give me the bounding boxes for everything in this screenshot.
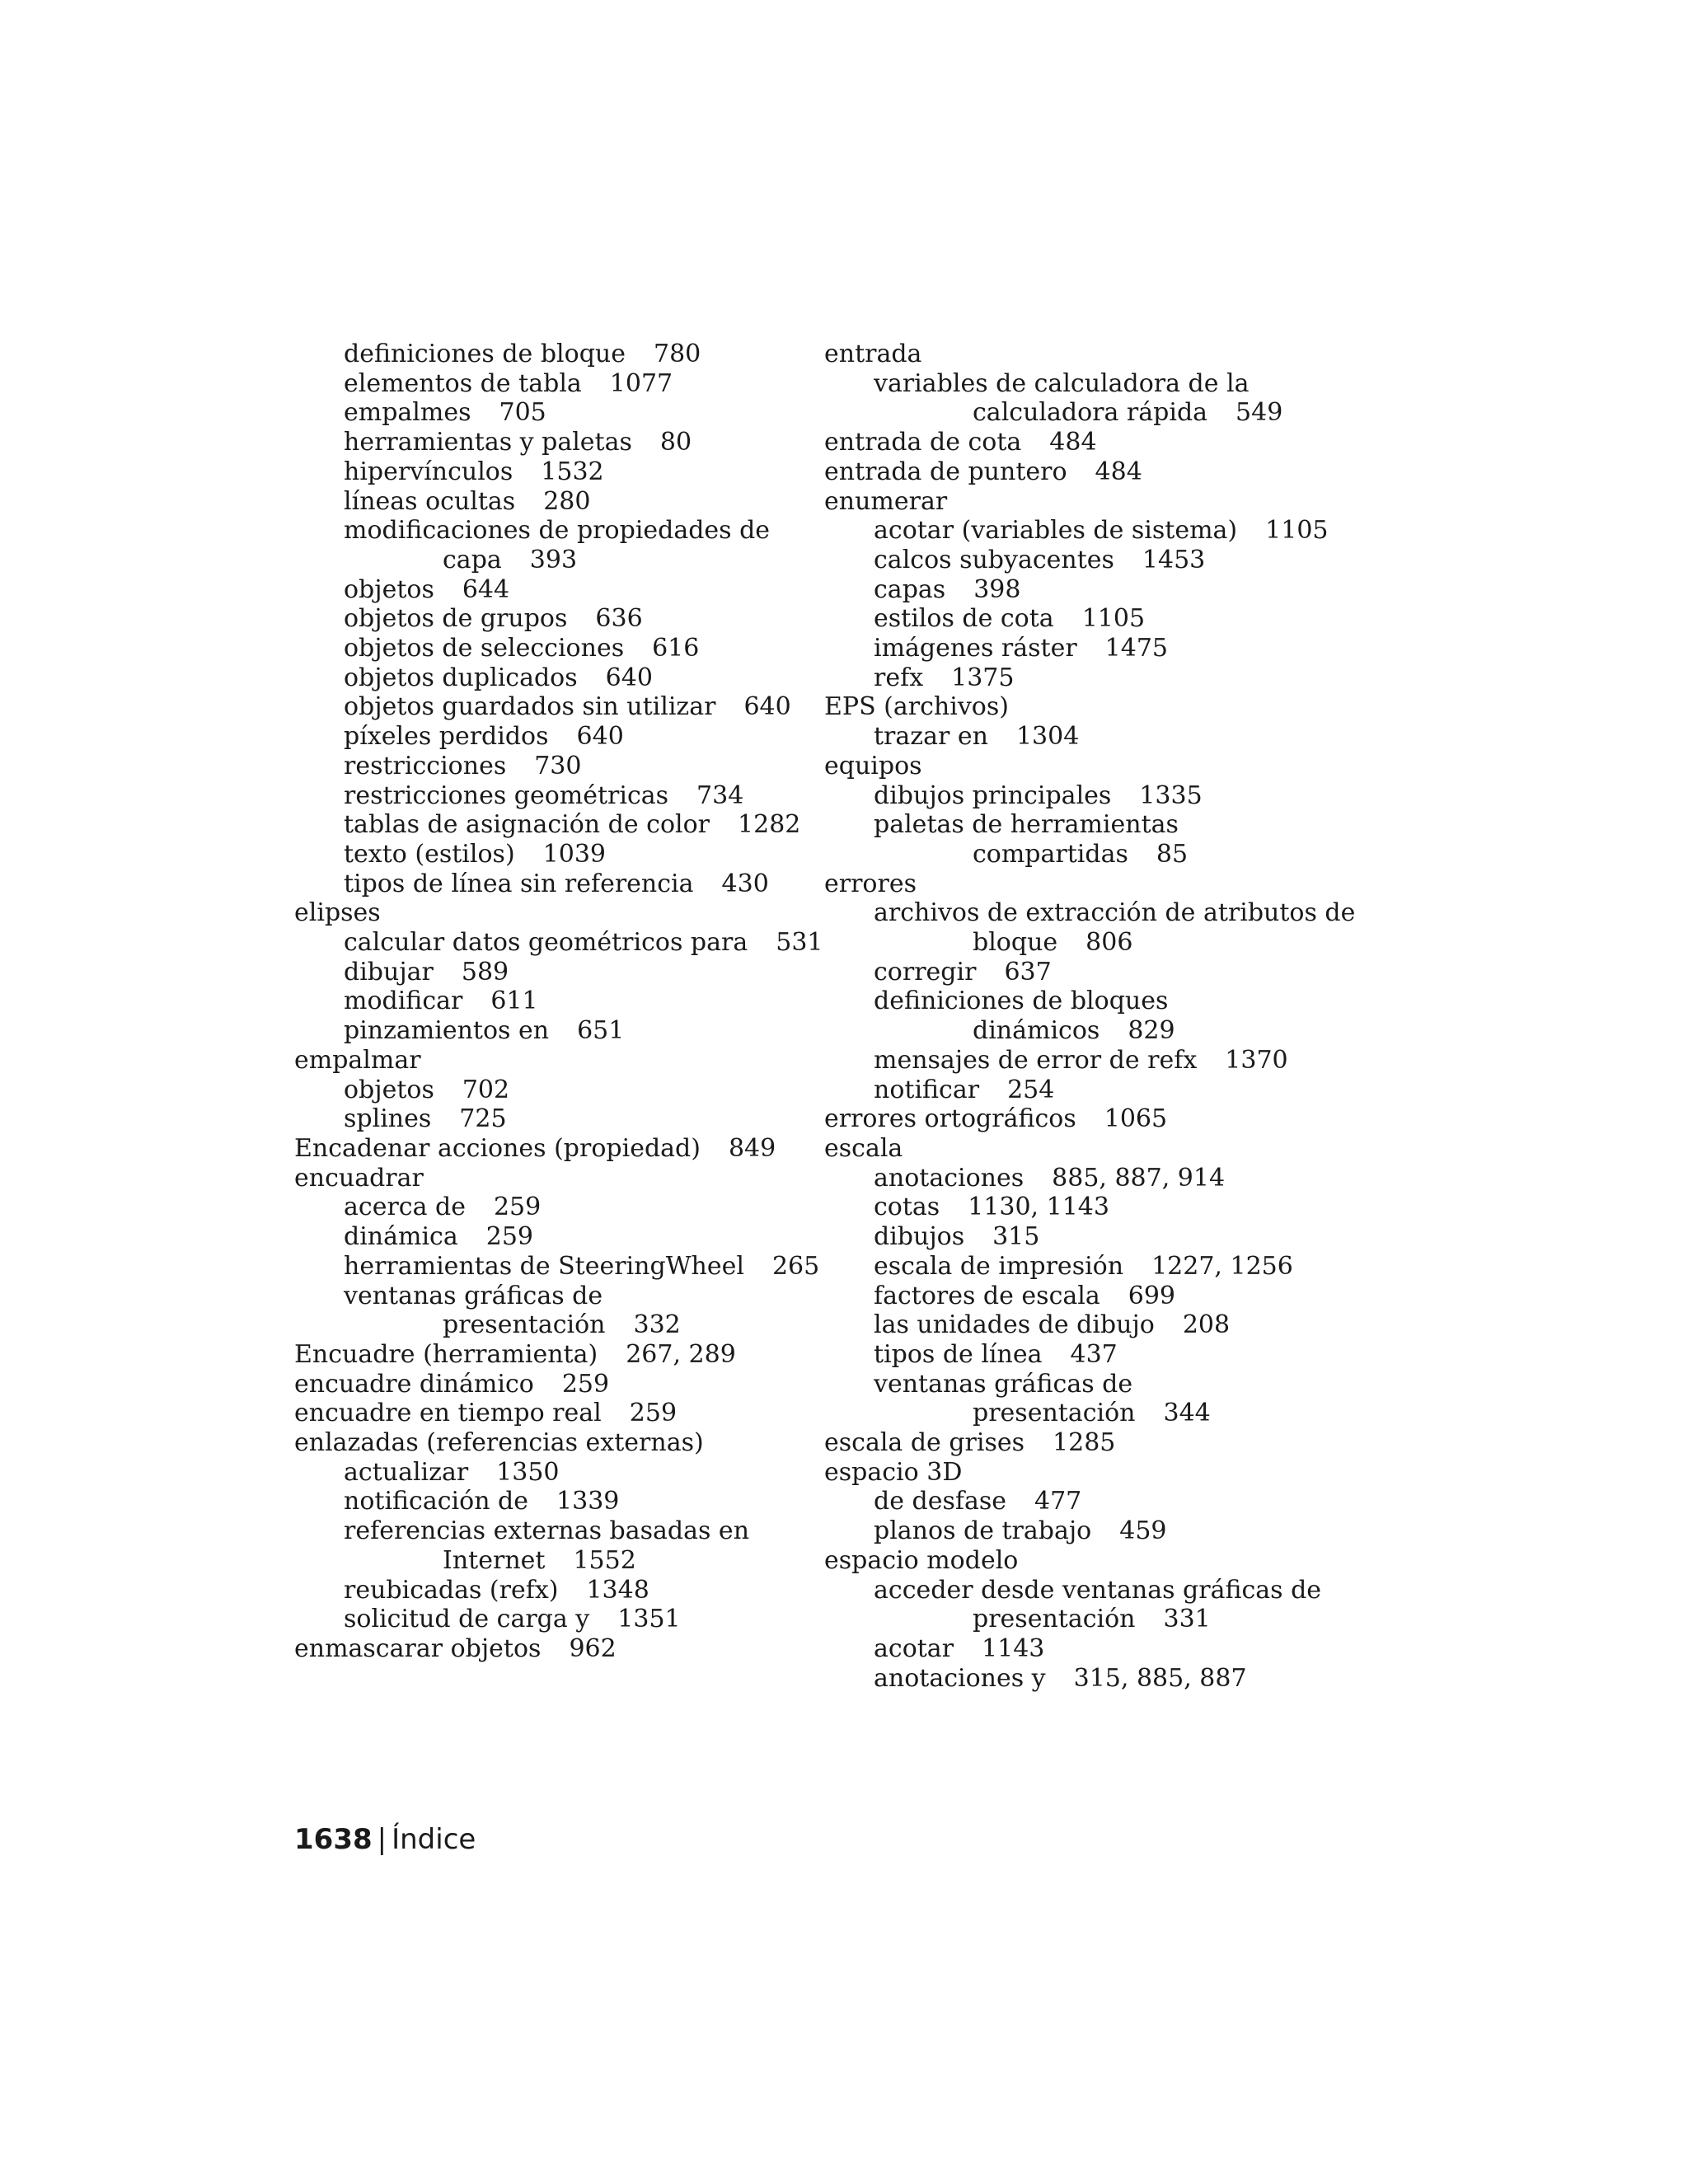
index-entry [294, 1546, 789, 1576]
index-term: empalmar [294, 1045, 421, 1075]
index-page-ref: 398 [973, 574, 1021, 604]
index-term: bloque [973, 928, 1058, 958]
index-term: entrada [824, 340, 922, 368]
index-term: capa [443, 545, 502, 574]
index-term: calcos subyacentes [874, 545, 1114, 574]
index-entry [824, 428, 1352, 457]
index-entry [294, 1516, 789, 1546]
index-page-ref: 430 [721, 869, 769, 898]
index-entry [824, 340, 1352, 369]
index-term: compartidas [973, 839, 1128, 869]
index-entry [824, 1664, 1352, 1694]
index-page-ref: 734 [696, 780, 744, 810]
index-page-ref: 437 [1070, 1339, 1118, 1369]
index-entry [294, 1428, 789, 1458]
index-entry [294, 1016, 789, 1046]
index-term: espacio 3D [824, 1457, 963, 1487]
index-term: presentación [973, 1399, 1136, 1428]
index-term: de desfase [874, 1487, 1006, 1516]
index-term: acceder desde ventanas gráficas de [874, 1575, 1322, 1605]
index-term: anotaciones [874, 1163, 1025, 1193]
index-entry [824, 692, 1352, 722]
index-entry [824, 1076, 1352, 1105]
index-term: variables de calculadora de la [874, 368, 1250, 398]
index-page-ref: 644 [462, 574, 510, 604]
index-entry [824, 516, 1352, 546]
index-entry [294, 1340, 789, 1370]
index-entry [824, 1134, 1352, 1164]
index-entry [294, 634, 789, 663]
index-page-ref: 259 [629, 1399, 678, 1428]
index-term: espacio modelo [824, 1545, 1019, 1575]
index-entry [294, 1222, 789, 1252]
index-entry [824, 1340, 1352, 1370]
index-entry [824, 1046, 1352, 1076]
index-term: splines [344, 1104, 432, 1134]
index-page-ref: 962 [569, 1633, 617, 1663]
index-page-ref: 1077 [609, 368, 673, 398]
index-page-ref: 730 [534, 751, 582, 780]
index-term: escala de grises [824, 1428, 1025, 1458]
index-term: trazar en [874, 722, 988, 752]
index-page-ref: 699 [1128, 1281, 1176, 1310]
index-term: capas [874, 574, 946, 604]
index-term: equipos [824, 751, 922, 780]
index-entry [294, 1487, 789, 1516]
index-entry [294, 369, 789, 399]
index-term: texto (estilos) [344, 839, 515, 869]
index-page-ref: 331 [1163, 1605, 1211, 1634]
index-page-ref: 280 [543, 486, 591, 516]
index-entry [824, 487, 1352, 517]
index-entry [824, 546, 1352, 575]
index-page-ref: 1475 [1104, 634, 1169, 663]
index-page-ref: 725 [459, 1104, 507, 1134]
index-entry [824, 840, 1352, 869]
index-term: objetos [344, 574, 434, 604]
index-page-ref: 259 [561, 1369, 610, 1399]
index-term: enlazadas (referencias externas) [294, 1428, 704, 1458]
section-title: Índice [392, 1823, 476, 1856]
index-term: píxeles perdidos [344, 722, 549, 752]
index-entry [294, 752, 789, 781]
index-page-ref: 829 [1128, 1016, 1175, 1046]
index-page-ref: 254 [1007, 1075, 1055, 1104]
index-term: tipos de línea [874, 1339, 1043, 1369]
index-term: escala [824, 1133, 903, 1163]
index-term: Encadenar acciones (propiedad) [294, 1133, 701, 1163]
index-term: errores ortográficos [824, 1104, 1076, 1134]
index-page-ref: 1130, 1143 [968, 1193, 1109, 1222]
index-term: cotas [874, 1193, 940, 1222]
index-page-ref: 393 [529, 545, 578, 574]
index-entry [294, 604, 789, 634]
index-column-right [824, 340, 1356, 1693]
index-term: notificación de [344, 1487, 529, 1516]
index-entry [824, 663, 1352, 693]
index-entry [294, 428, 789, 457]
index-term: ventanas gráficas de [874, 1369, 1133, 1399]
index-page-ref: 1105 [1265, 516, 1329, 546]
index-page-ref: 616 [652, 634, 700, 663]
index-entry [294, 1076, 789, 1105]
index-term: objetos de selecciones [344, 634, 625, 663]
index-term: acotar [874, 1633, 954, 1663]
index-term: tipos de línea sin referencia [344, 869, 694, 898]
index-page-ref: 651 [577, 1016, 625, 1046]
index-entry [824, 1546, 1352, 1576]
page-footer [294, 1823, 476, 1856]
index-term: objetos guardados sin utilizar [344, 692, 716, 722]
index-term: enmascarar objetos [294, 1633, 542, 1663]
index-entry [294, 1634, 789, 1664]
index-page-ref: 705 [499, 398, 546, 428]
index-term: referencias externas basadas en [344, 1516, 750, 1546]
index-term: dinámicos [973, 1016, 1100, 1046]
index-term: empalmes [344, 398, 471, 428]
index-entry [294, 1458, 789, 1488]
index-page-ref: 1375 [951, 663, 1015, 692]
index-entry [824, 928, 1352, 958]
index-page-ref: 1285 [1053, 1428, 1116, 1458]
index-term: encuadre dinámico [294, 1369, 534, 1399]
index-page-ref: 477 [1034, 1487, 1082, 1516]
index-entry [824, 1104, 1352, 1134]
index-entry [294, 1282, 789, 1311]
index-entry [824, 869, 1352, 899]
index-page-ref: 259 [493, 1193, 542, 1222]
index-term: modificaciones de propiedades de [344, 516, 771, 546]
index-term: restricciones [344, 751, 507, 780]
index-term: reubicadas (refx) [344, 1575, 559, 1605]
index-entry [824, 781, 1352, 811]
index-page-ref: 1339 [556, 1487, 620, 1516]
index-entry [294, 958, 789, 987]
index-entry [824, 1605, 1352, 1634]
index-term: tablas de asignación de color [344, 810, 710, 840]
index-term: herramientas de SteeringWheel [344, 1251, 744, 1281]
index-page-ref: 849 [728, 1133, 776, 1163]
index-page-ref: 1552 [573, 1545, 636, 1575]
index-entry [824, 575, 1352, 605]
index-page-ref: 1351 [617, 1605, 681, 1634]
index-entry [294, 1134, 789, 1164]
index-term: líneas ocultas [344, 486, 516, 516]
index-term: corregir [874, 957, 977, 987]
index-entry [294, 516, 789, 546]
index-entry [294, 575, 789, 605]
index-page-ref: 80 [659, 428, 692, 457]
index-entry [294, 457, 789, 487]
index-page-ref: 85 [1156, 839, 1189, 869]
index-entry [294, 398, 789, 428]
index-page-ref: 549 [1236, 398, 1283, 428]
index-entry [824, 1282, 1352, 1311]
index-entry [824, 398, 1352, 428]
index-page-ref: 208 [1182, 1310, 1231, 1340]
index-term: planos de trabajo [874, 1516, 1092, 1546]
index-page-ref: 589 [461, 957, 509, 987]
index-term: encuadrar [294, 1163, 424, 1193]
index-term: actualizar [344, 1457, 469, 1487]
index-page-ref: 1065 [1104, 1104, 1168, 1134]
index-term: factores de escala [874, 1281, 1100, 1310]
index-entry [294, 869, 789, 899]
index-page-ref: 332 [633, 1310, 681, 1340]
index-entry [824, 1516, 1352, 1546]
index-term: solicitud de carga y [344, 1605, 590, 1634]
index-term: imágenes ráster [874, 634, 1077, 663]
index-term: presentación [443, 1310, 606, 1340]
index-entry [294, 1193, 789, 1222]
index-term: calcular datos geométricos para [344, 928, 748, 958]
index-term: acerca de [344, 1193, 466, 1222]
index-entry [824, 1193, 1352, 1222]
index-entry [824, 1252, 1352, 1282]
index-entry [294, 546, 789, 575]
index-page-ref: 1370 [1225, 1045, 1288, 1075]
index-entry [294, 810, 801, 840]
index-entry [294, 1605, 789, 1634]
index-term: objetos de grupos [344, 604, 568, 634]
index-page-ref: 637 [1004, 957, 1052, 987]
index-page-ref: 1350 [496, 1457, 560, 1487]
index-page-ref: 780 [653, 340, 701, 368]
index-term: ventanas gráficas de [344, 1281, 603, 1310]
index-term: hipervínculos [344, 457, 513, 486]
index-entry [824, 1016, 1352, 1046]
index-term: paletas de herramientas [874, 810, 1179, 840]
index-term: escala de impresión [874, 1251, 1124, 1281]
index-page-ref: 702 [462, 1075, 510, 1104]
index-entry [824, 898, 1356, 928]
index-entry [824, 958, 1352, 987]
index-term: pinzamientos en [344, 1016, 550, 1046]
index-term: herramientas y paletas [344, 428, 632, 457]
index-term: archivos de extracción de atributos de [874, 898, 1356, 928]
index-page-ref: 636 [595, 604, 643, 634]
index-entry [824, 457, 1352, 487]
index-entry [294, 1164, 789, 1193]
index-term: entrada de puntero [824, 457, 1067, 486]
index-term: dinámica [344, 1222, 458, 1252]
index-page-ref: 1105 [1081, 604, 1146, 634]
index-entry [294, 1399, 789, 1428]
index-entry [294, 898, 789, 928]
index-page-ref: 885, 887, 914 [1052, 1163, 1226, 1193]
index-entry [294, 1104, 789, 1134]
index-term: dibujos principales [874, 780, 1112, 810]
index-entry [294, 1576, 789, 1605]
index-term: encuadre en tiempo real [294, 1399, 602, 1428]
index-page-ref: 1335 [1139, 780, 1203, 810]
index-page-ref: 315 [992, 1222, 1040, 1252]
index-term: definiciones de bloque [344, 340, 626, 368]
index-page-ref: 344 [1163, 1399, 1211, 1428]
index-term: definiciones de bloques [874, 987, 1169, 1016]
index-entry [824, 634, 1352, 663]
index-page-ref: 1348 [586, 1575, 649, 1605]
index-term: estilos de cota [874, 604, 1054, 634]
index-entry [824, 1458, 1352, 1488]
index-term: errores [824, 869, 917, 898]
index-entry [294, 840, 789, 869]
index-entry [294, 340, 789, 369]
index-entry [824, 1576, 1352, 1605]
index-term: enumerar [824, 486, 948, 516]
index-entry [294, 987, 789, 1016]
index-term: refx [874, 663, 924, 692]
index-entry [824, 1428, 1352, 1458]
index-entry [294, 1251, 820, 1282]
index-entry [294, 1046, 789, 1076]
index-entry [294, 692, 789, 722]
index-entry [824, 1399, 1352, 1428]
index-page-ref: 267, 289 [626, 1339, 736, 1369]
index-term: Internet [443, 1545, 546, 1575]
index-term: objetos duplicados [344, 663, 578, 692]
index-term: elipses [294, 898, 381, 928]
index-page-ref: 640 [605, 663, 653, 692]
index-term: mensajes de error de refx [874, 1045, 1198, 1075]
index-page-ref: 484 [1049, 428, 1097, 457]
index-entry [294, 1370, 789, 1399]
index-page-ref: 259 [485, 1222, 534, 1252]
index-page-ref: 611 [490, 987, 538, 1016]
index-entry [824, 369, 1352, 399]
index-term: Encuadre (herramienta) [294, 1339, 598, 1369]
index-page-ref: 315, 885, 887 [1073, 1663, 1247, 1693]
index-entry [824, 987, 1352, 1016]
index-term: elementos de tabla [344, 368, 582, 398]
index-page-ref: 640 [743, 692, 791, 722]
index-entry [824, 810, 1352, 840]
index-entry [824, 1222, 1352, 1252]
index-term: modificar [344, 987, 463, 1016]
index-entry [824, 1634, 1352, 1664]
index-page-ref: 806 [1085, 928, 1133, 958]
index-entry [294, 487, 789, 517]
index-term: presentación [973, 1605, 1136, 1634]
index-page-ref: 459 [1119, 1516, 1167, 1546]
index-entry [294, 663, 789, 693]
index-term: EPS (archivos) [824, 692, 1009, 722]
index-term: dibujar [344, 957, 434, 987]
index-page-ref: 265 [771, 1251, 820, 1281]
index-page-ref: 531 [776, 928, 823, 958]
index-entry [824, 1370, 1352, 1399]
index-entry [824, 1487, 1352, 1516]
index-entry [824, 722, 1352, 752]
index-term: anotaciones y [874, 1663, 1046, 1693]
index-term: dibujos [874, 1222, 965, 1252]
index-entry [824, 752, 1352, 781]
index-page-ref: 1143 [982, 1633, 1045, 1663]
index-entry [294, 722, 789, 752]
index-entry [294, 781, 789, 811]
index-page-ref: 1304 [1015, 722, 1080, 752]
page-number: 1638 [294, 1823, 373, 1856]
index-term: objetos [344, 1075, 434, 1104]
index-term: calculadora rápida [973, 398, 1208, 428]
index-page-ref: 1453 [1142, 545, 1206, 574]
index-term: las unidades de dibujo [874, 1310, 1155, 1340]
index-term: entrada de cota [824, 428, 1022, 457]
index-term: notificar [874, 1075, 980, 1104]
index-page-ref: 1039 [542, 839, 607, 869]
index-page-ref: 484 [1095, 457, 1142, 486]
index-page-ref: 1227, 1256 [1151, 1251, 1293, 1281]
index-column-left [294, 340, 823, 1664]
index-page-ref: 640 [576, 722, 624, 752]
index-page-ref: 1282 [738, 810, 801, 840]
index-page-ref: 1532 [541, 457, 604, 486]
footer-separator: | [377, 1823, 387, 1856]
index-entry [294, 928, 823, 958]
index-term: restricciones geométricas [344, 780, 669, 810]
index-entry [294, 1310, 789, 1340]
index-term: acotar (variables de sistema) [874, 516, 1238, 546]
index-entry [824, 1164, 1352, 1193]
index-entry [824, 1310, 1352, 1340]
index-entry [824, 604, 1352, 634]
